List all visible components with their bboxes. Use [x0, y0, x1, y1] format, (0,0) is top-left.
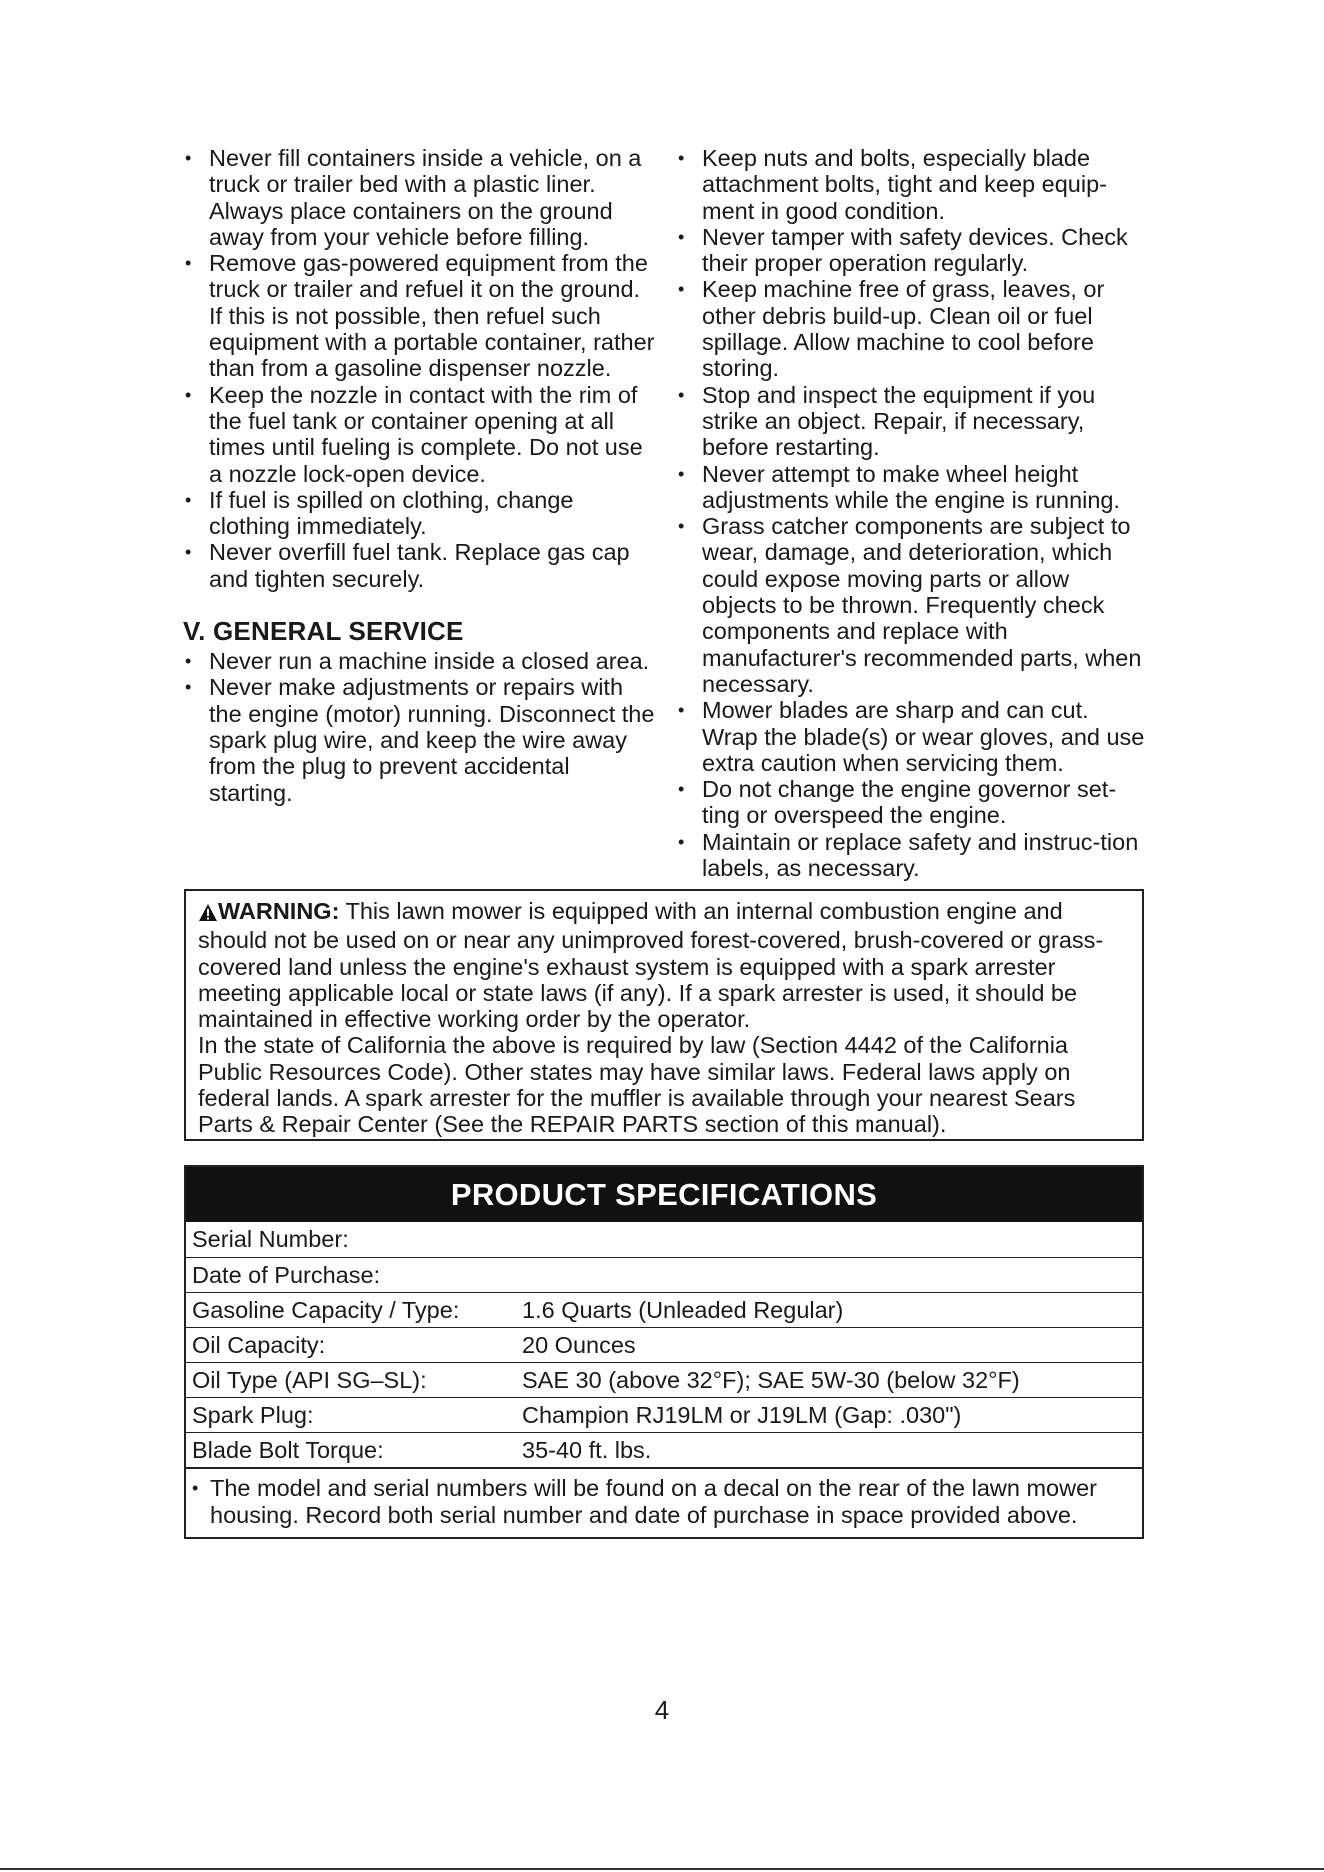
page-number: 4 [654, 1695, 670, 1725]
spec-label: Date of Purchase: [192, 1262, 381, 1288]
list-item: • Do not change the engine governor set-ting or overspeed the engine. [678, 776, 1117, 829]
list-item: • Keep machine free of grass, leaves, or other debris build-up. Clean oil or fuel spillage. Allow machine to cool before storing. [678, 276, 1105, 382]
spec-value: 1.6 Quarts (Unleaded Regular) [522, 1297, 844, 1323]
bullet-icon: • [678, 148, 685, 168]
list-item: • Remove gas-powered equipment from the truck or trailer and refuel it on the ground. If this is not possible, then refuel such equipment with a portable container, rather than from a gasoline dispenser nozzle. [185, 250, 655, 382]
spec-value: Champion RJ19LM or J19LM (Gap: .030") [522, 1402, 962, 1428]
spec-value: 35-40 ft. lbs. [522, 1437, 652, 1463]
bullet-icon: • [192, 1478, 199, 1498]
bullet-icon: • [185, 253, 192, 274]
table-row [186, 1397, 1142, 1432]
warning-paragraph [198, 898, 1130, 1032]
spec-label: Spark Plug: [192, 1402, 314, 1428]
table-row [186, 1362, 1142, 1397]
list-item: • Never attempt to make wheel height adjustments while the engine is running. [678, 460, 1121, 513]
bullet-icon: • [678, 279, 685, 300]
warning-paragraph-california: In the state of California the above is required by law (Section 4442 of the California Public Resources Code). Other states may have similar laws. Federal laws apply on federal lands. A spark arrester for the muffler is available through your nearest Sears Parts & Repair Center (See the REPAIR PARTS section of this manual). [198, 1032, 1076, 1138]
spec-label: Serial Number: [192, 1226, 349, 1252]
bottom-rule [0, 1868, 1324, 1870]
list-item: • Maintain or replace safety and instruc-tion labels, as necessary. [678, 828, 1139, 882]
specs-note: • The model and serial numbers will be found on a decal on the rear of the lawn mower housing. Record both serial number and date of purchase in space provided above. [186, 1467, 1142, 1537]
bullet-icon: • [678, 831, 685, 852]
bullet-icon: • [185, 489, 192, 510]
list-item: • Keep the nozzle in contact with the rim of the fuel tank or container opening at all times until fueling is complete. Do not use a nozzle lock-open device. [185, 381, 643, 487]
list-item: • If fuel is spilled on clothing, change clothing immediately. [185, 486, 574, 540]
spec-label: Oil Type (API SG–SL): [192, 1367, 427, 1393]
spec-label: Blade Bolt Torque: [192, 1437, 384, 1463]
list-item: • Never run a machine inside a closed area. [185, 648, 650, 675]
right-column [678, 145, 1148, 881]
warning-box [184, 889, 1144, 1141]
bullet-icon: • [678, 463, 685, 484]
list-item: • Grass catcher components are subject to wear, damage, and deterioration, which could expose moving parts or allow objects to be thrown. Frequently check components and replace with manufacturer's recommended parts, when necessary. [678, 513, 1142, 697]
list-item: • Never overfill fuel tank. Replace gas cap and tighten securely. [185, 539, 630, 592]
bullet-icon: • [185, 651, 192, 672]
table-row [186, 1257, 1142, 1292]
warning-text: This lawn mower is equipped with an internal combustion engine and should not be used on or near any unimproved forest-covered, brush-covered or grass-covered land unless the engine's exhaust system is equipped with a spark arrester meeting applicable local or state laws (if any). If a spark arrester is used, it should be maintained in effective working order by the operator. [198, 898, 1104, 1033]
bullet-icon: • [678, 779, 685, 800]
section-heading: V. GENERAL SERVICE [183, 616, 464, 647]
bullet-icon: • [185, 677, 192, 698]
fueling-list [185, 145, 655, 592]
list-item: • Mower blades are sharp and can cut. Wrap the blade(s) or wear gloves, and use extra caution when servicing them. [678, 697, 1145, 776]
spec-value: 20 Ounces [522, 1332, 636, 1358]
spec-label: Oil Capacity: [192, 1332, 326, 1358]
bullet-icon: • [678, 384, 685, 405]
bullet-icon: • [678, 700, 685, 721]
bullet-icon: • [678, 516, 685, 537]
spec-label: Gasoline Capacity / Type: [192, 1297, 460, 1323]
general-service-list [185, 648, 655, 806]
bullet-icon: • [185, 148, 192, 168]
table-row [186, 1222, 1142, 1257]
list-item: • Never tamper with safety devices. Check their proper operation regularly. [678, 223, 1128, 277]
service-list [678, 145, 1148, 881]
spec-value [522, 1258, 1142, 1292]
bullet-icon: • [185, 542, 192, 563]
left-column [185, 145, 655, 806]
list-item: • Keep nuts and bolts, especially blade attachment bolts, tight and keep equip-ment in good condition. [678, 145, 1107, 224]
product-specifications-table [184, 1165, 1144, 1539]
specs-title: PRODUCT SPECIFICATIONS [186, 1167, 1142, 1222]
table-row [186, 1327, 1142, 1362]
list-item: • Never fill containers inside a vehicle, on a truck or trailer bed with a plastic liner. Always place containers on the ground away from your vehicle before filling. [185, 145, 642, 250]
list-item: • Stop and inspect the equipment if you strike an object. Repair, if necessary, before restarting. [678, 381, 1096, 461]
warning-triangle-icon [198, 901, 218, 927]
warning-label: WARNING: [218, 898, 340, 924]
bullet-icon: • [678, 226, 685, 247]
spec-value [522, 1222, 1142, 1257]
table-row [186, 1432, 1142, 1467]
table-row [186, 1292, 1142, 1327]
list-item: • Never make adjustments or repairs with the engine (motor) running. Disconnect the spark plug wire, and keep the wire away from the plug to prevent accidental starting. [185, 674, 655, 806]
bullet-icon: • [185, 384, 192, 405]
spec-value: SAE 30 (above 32°F); SAE 5W-30 (below 32°F) [522, 1367, 1020, 1393]
